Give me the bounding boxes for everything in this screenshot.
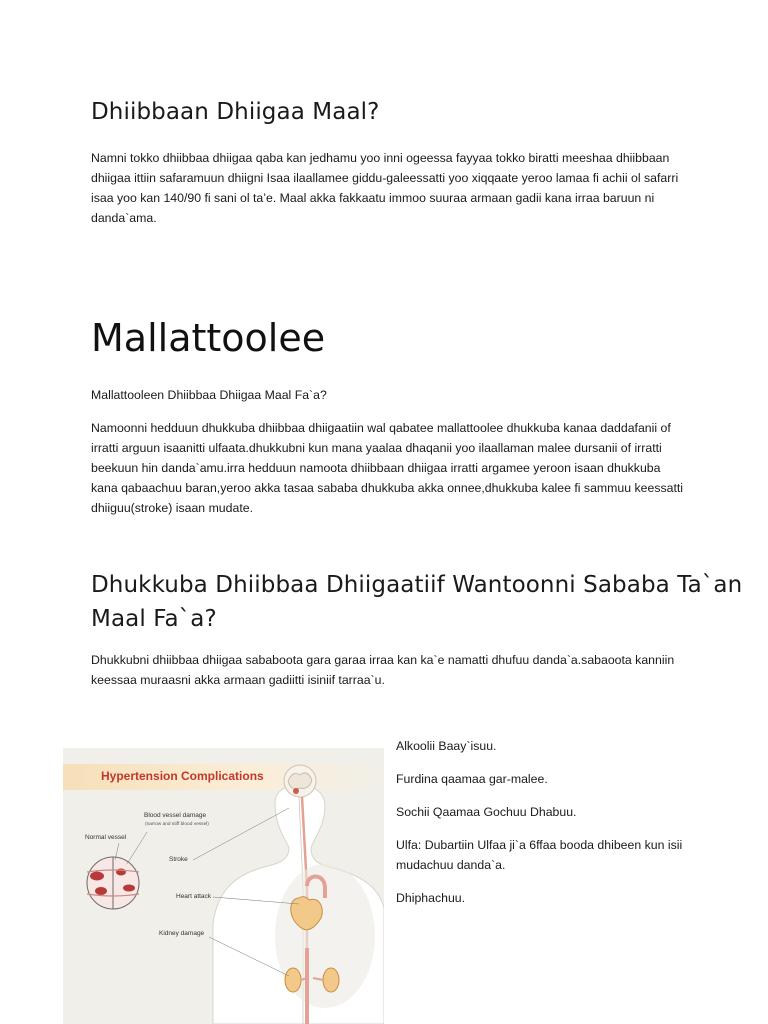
- list-item-inactivity: Sochii Qaamaa Gochuu Dhabuu.: [396, 805, 577, 819]
- label-stroke: Stroke: [169, 856, 188, 863]
- label-blood-vessel-damage: Blood vessel damage: [144, 812, 207, 819]
- section-paragraph-symptoms: Namoonni hedduun dhukkuba dhiibbaa dhiigaatiin wal qabatee mallattoolee dhukkuba kanaa daddafanii of irratti arguun isaanitti ulfaata.dhukkubni kun mana yaalaa dhaqanii yoo ilaallaman malee dursanii of irratti beekuun hin danda`amu.irra hedduun namoota dhiibbaan dhiigaa irratti argamee yeroon isaan dhukkuba kana qabaachuu baran,yeroo akka tasaa sababa dhukkuba akka onnee,dhukkuba kalee fi sammuu keessatti dhiiguu(stroke) isaan mudate.: [91, 421, 684, 515]
- list-item-obesity: Furdina qaamaa gar-malee.: [396, 772, 548, 786]
- section-heading-symptoms: Mallattoolee: [91, 316, 326, 360]
- kidney-left-icon: [285, 968, 301, 992]
- causes-heading-line-2: Maal Fa`a?: [91, 606, 217, 632]
- label-blood-vessel-sub: (narrow and stiff blood vessel): [145, 822, 209, 827]
- hypertension-complications-figure: [63, 748, 384, 1024]
- list-item-stress: Dhiphachuu.: [396, 891, 466, 905]
- label-kidney-damage: Kidney damage: [159, 930, 205, 937]
- label-heart-attack: Heart attack: [176, 893, 212, 900]
- label-normal-vessel: Normal vessel: [85, 834, 127, 841]
- kidney-right-icon: [323, 968, 339, 992]
- symptoms-subheading: Mallattooleen Dhiibbaa Dhiigaa Maal Fa`a?: [91, 388, 327, 402]
- section-paragraph-definition: Namni tokko dhiibbaa dhiigaa qaba kan jedhamu yoo inni ogeessa fayyaa tokko biratti meeshaa dhiibbaan dhiigaa ittiin safaramuun dhiigni Isaa ilaallamee giddu-galeessatti yoo xiqqaate yeroo lamaa fi achii ol safarri isaa yoo kan 140/90 fi sani ol ta’e. Maal akka fakkaatu immoo suuraa armaan gadii kana irraa baruun ni danda`ama.: [91, 151, 679, 225]
- causes-heading-line-1: Dhukkuba Dhiibbaa Dhiigaatiif Wantoonni Sababa Ta`an: [91, 572, 743, 598]
- section-heading-what-is-hypertension: Dhiibbaan Dhiigaa Maal?: [91, 99, 380, 125]
- section-paragraph-causes: Dhukkubni dhiibbaa dhiigaa sababoota gara garaa irraa kan ka`e namatti dhufuu danda`a.sabaoota kanniin keessaa muraasni akka armaan gadiitti isiniif tarraa`u.: [91, 653, 675, 687]
- vessel-comparison-icon: [87, 857, 139, 909]
- list-item-alcohol: Alkoolii Baay`isuu.: [396, 739, 497, 753]
- figure-title: Hypertension Complications: [101, 769, 264, 783]
- section-heading-causes: [91, 568, 742, 636]
- causes-list: [396, 736, 696, 921]
- body-illustration: [63, 748, 384, 1024]
- list-item-pregnancy: Ulfa: Dubartiin Ulfaa ji`a 6ffaa booda dhibeen kun isii mudachuu danda`a.: [396, 838, 683, 872]
